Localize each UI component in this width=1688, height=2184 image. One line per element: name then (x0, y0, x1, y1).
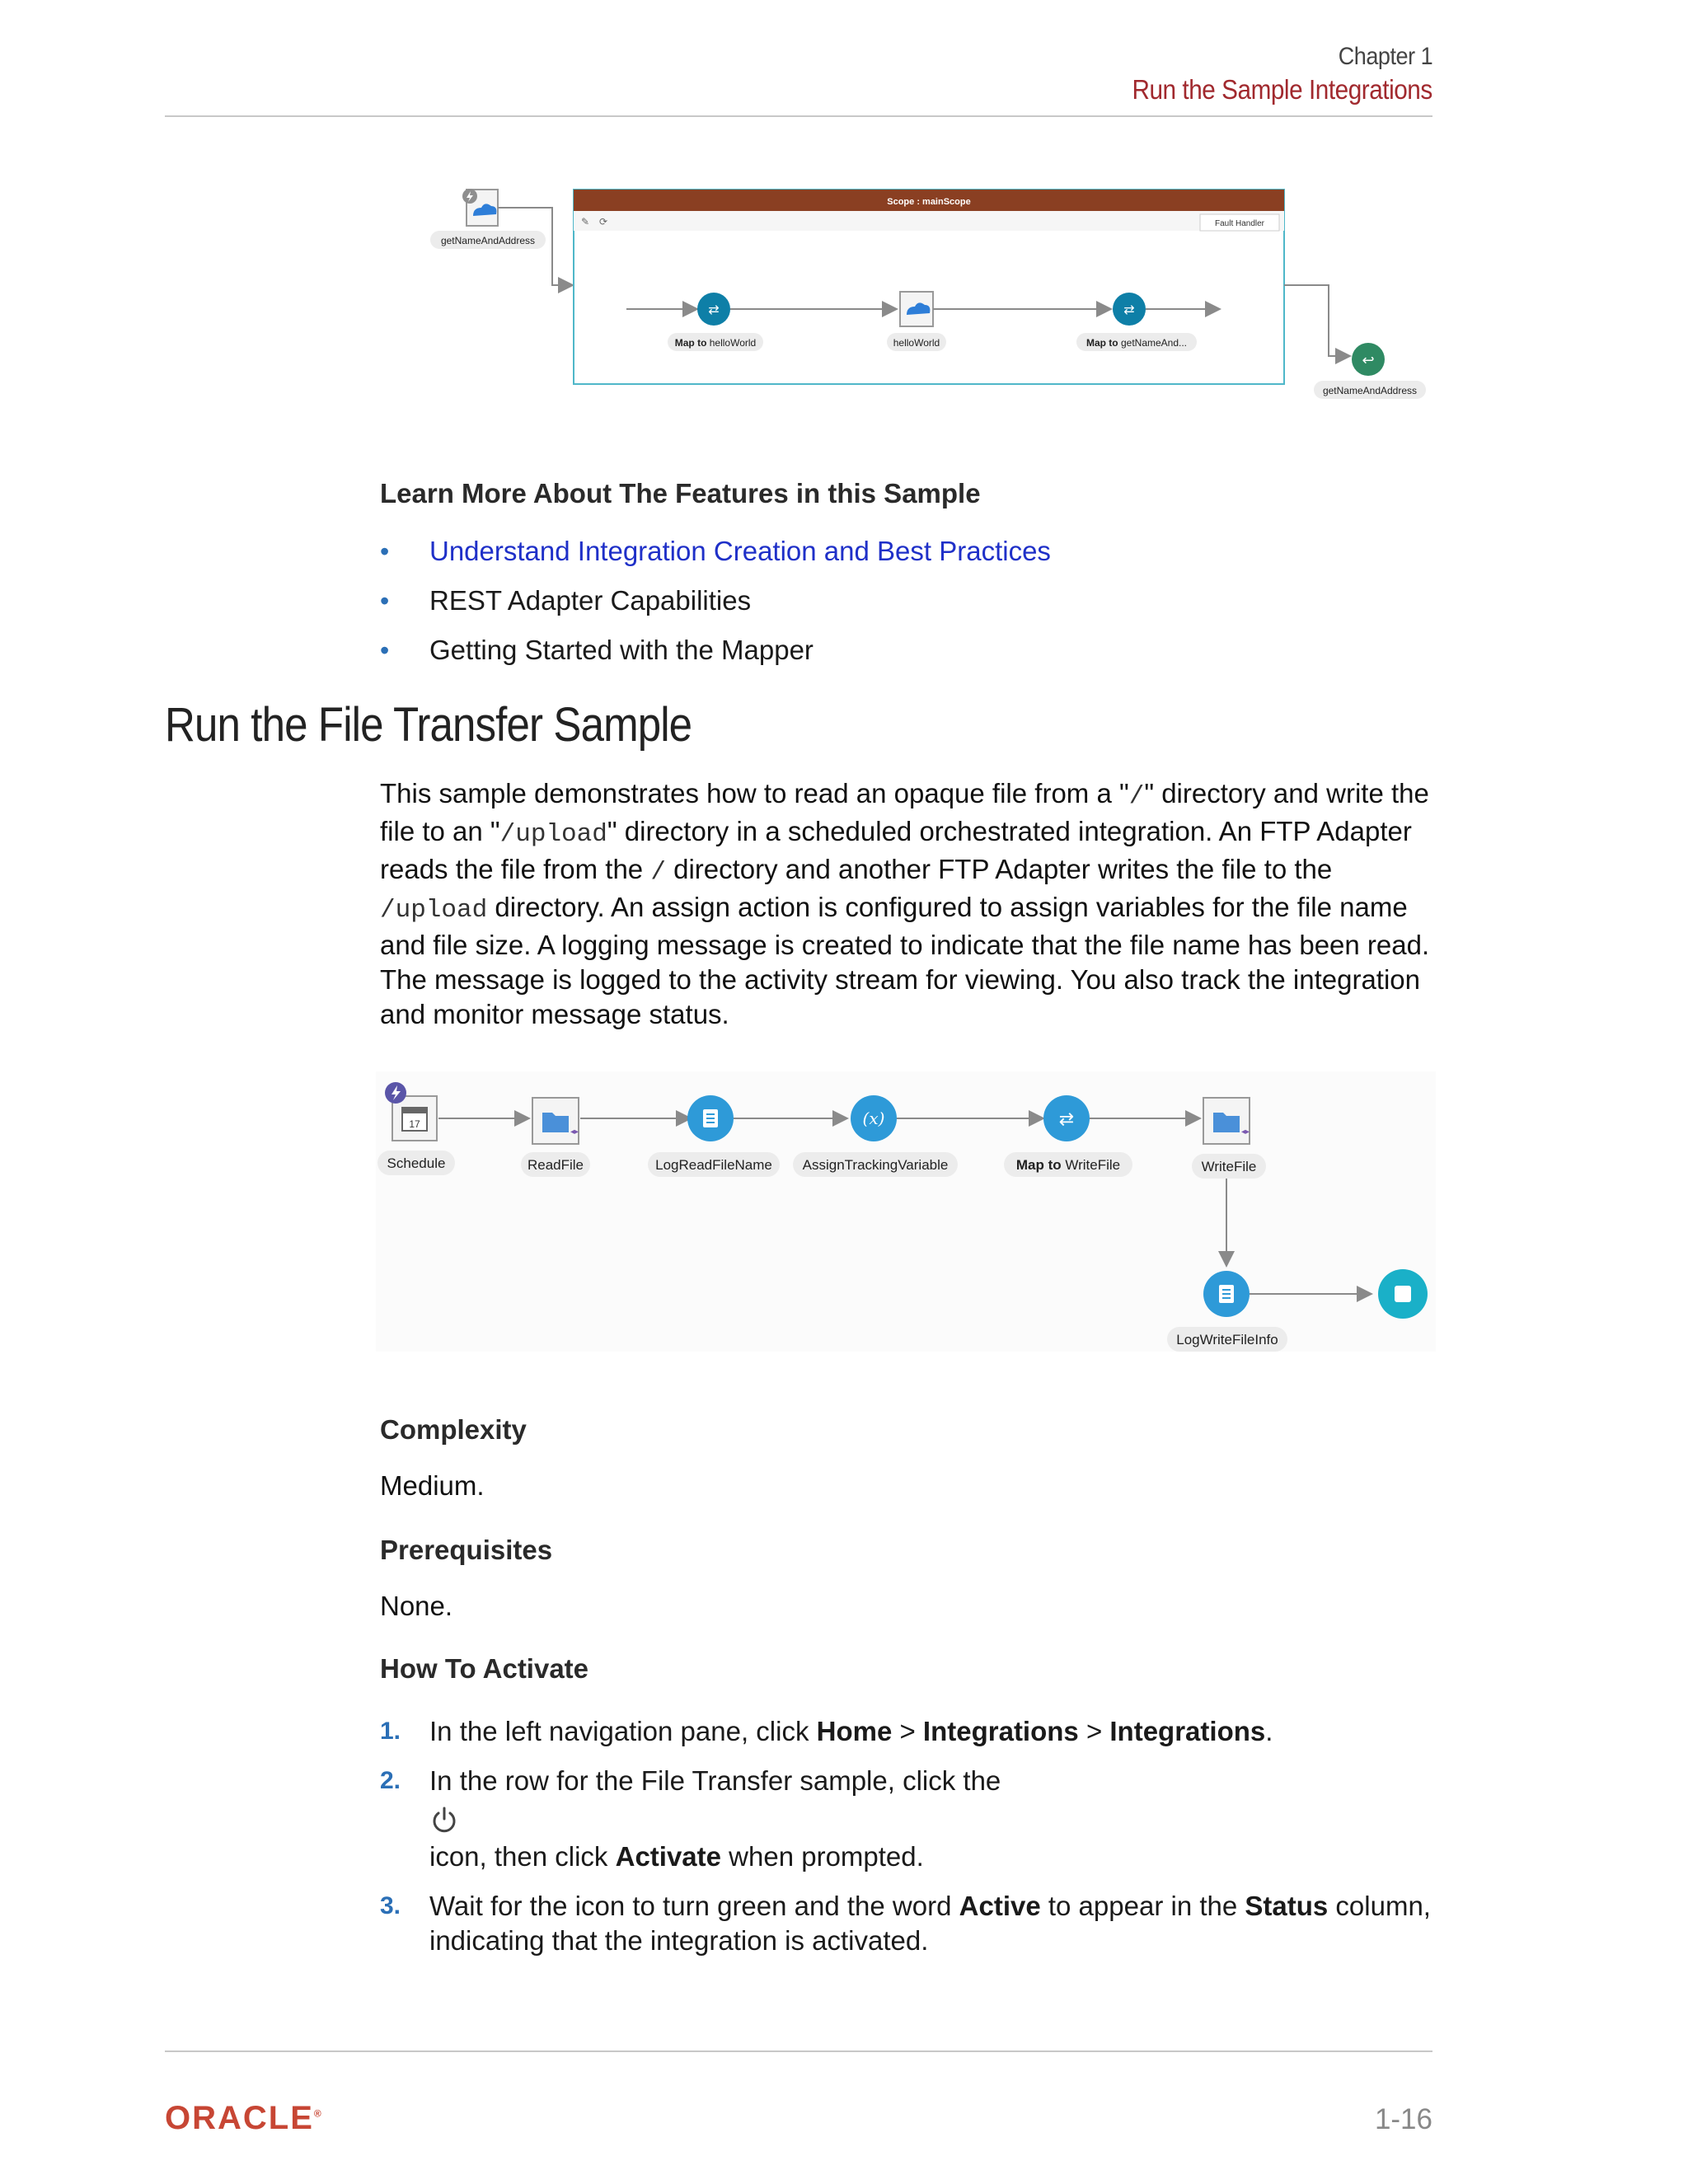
activate-steps (380, 1714, 1435, 1973)
read-file-node[interactable] (532, 1098, 579, 1144)
list-item[interactable] (380, 534, 1051, 583)
scope-title: Scope : mainScope (887, 197, 971, 207)
trigger-label: getNameAndAddress (440, 235, 536, 246)
map1-bold: Map to (674, 337, 707, 349)
svg-text:Map to getNameAnd... (1086, 337, 1187, 349)
edit-icon[interactable]: ✎ (581, 216, 590, 227)
prerequisites-value: None. (380, 1591, 453, 1621)
stop-icon (1395, 1286, 1411, 1302)
invoke-node[interactable] (900, 292, 933, 326)
map-write-label: WriteFile (1061, 1157, 1121, 1173)
learn-more-list (380, 534, 1051, 682)
write-file-label: WriteFile (1201, 1159, 1257, 1174)
map1-label: helloWorld (706, 337, 757, 349)
step-number: 3. (380, 1892, 401, 1919)
link-integration-best-practices[interactable]: Understand Integration Creation and Best Practices (429, 536, 1051, 566)
bullet-icon: • (380, 537, 390, 566)
power-icon (429, 1805, 459, 1835)
chapter-label: Chapter 1 (1338, 43, 1432, 70)
svg-text:Map to helloWorld (675, 337, 756, 349)
learn-more-heading: Learn More About The Features in this Sample (380, 478, 981, 509)
list-item: 3. Wait for the icon to turn green and the word Active to appear in the Status column, indicating that the integration is activated. (380, 1891, 1431, 1956)
write-file-node[interactable] (1203, 1098, 1250, 1144)
complexity-heading: Complexity (380, 1414, 527, 1445)
map-arrows-icon: ⇄ (708, 303, 720, 317)
read-file-label: ReadFile (527, 1157, 584, 1173)
map2-bold: Map to (1085, 337, 1118, 349)
refresh-icon[interactable]: ⟳ (599, 216, 608, 227)
step-number: 1. (380, 1718, 401, 1745)
file-transfer-diagram (376, 1071, 1436, 1352)
step-number: 2. (380, 1767, 401, 1794)
rest-adapter-text: REST Adapter Capabilities (429, 585, 752, 616)
list-item: 2. In the row for the File Transfer sample, click the icon, then click Activate when prompted. (380, 1765, 1001, 1872)
activate-heading: How To Activate (380, 1653, 589, 1684)
list-item (380, 633, 1051, 682)
trigger-node[interactable] (462, 189, 498, 226)
ftp-icon: ◂▸ (570, 1127, 579, 1137)
map2-label: getNameAnd... (1118, 337, 1188, 349)
assign-label: AssignTrackingVariable (802, 1157, 949, 1173)
variable-icon: (x) (862, 1108, 885, 1128)
description-paragraph: This sample demonstrates how to read an opaque file from a "/" directory and write the file to an "/upload" directory in a scheduled orchestrated integration. An FTP Adapter reads the file from the / directory and another FTP Adapter writes the file to the /upload directory. An assign action is configured to assign variables for the file name and file size. A logging message is created to indicate that the file name has been read. The message is logged to the activity stream for viewing. You also track the integration and monitor message status. (380, 778, 1430, 1029)
map-write-bold: Map to (1015, 1157, 1062, 1173)
list-item: 1. In the left navigation pane, click Home > Integrations > Integrations. (380, 1714, 1435, 1749)
schedule-label: Schedule (387, 1155, 446, 1171)
map-arrows-icon: ⇄ (1058, 1108, 1075, 1129)
ftp-icon: ◂▸ (1241, 1127, 1250, 1137)
complexity-value: Medium. (380, 1470, 485, 1501)
mapper-text: Getting Started with the Mapper (429, 635, 814, 665)
scope-diagram (412, 173, 1442, 412)
svg-text:Map to WriteFile (1016, 1157, 1120, 1173)
header-rule (165, 115, 1432, 117)
return-icon: ↩ (1362, 352, 1375, 368)
bullet-icon: • (380, 635, 390, 665)
page-number: 1-16 (1374, 2103, 1432, 2135)
log-read-label: LogReadFileName (655, 1157, 772, 1173)
return-label: getNameAndAddress (1322, 385, 1418, 396)
prerequisites-heading: Prerequisites (380, 1535, 553, 1565)
map-arrows-icon: ⇄ (1123, 303, 1135, 317)
calendar-icon: 17 (409, 1118, 420, 1130)
log-write-label: LogWriteFileInfo (1176, 1332, 1278, 1347)
fault-handler-tab[interactable]: Fault Handler (1214, 219, 1265, 228)
footer-rule (165, 2050, 1432, 2052)
section-title: Run the File Transfer Sample (165, 698, 692, 752)
oracle-logo: ORACLE® (165, 2100, 323, 2136)
invoke-label: helloWorld (893, 337, 940, 349)
list-item (380, 583, 1051, 633)
scope-box[interactable] (574, 190, 1284, 384)
bullet-icon: • (380, 586, 390, 616)
section-label: Run the Sample Integrations (1132, 74, 1432, 105)
